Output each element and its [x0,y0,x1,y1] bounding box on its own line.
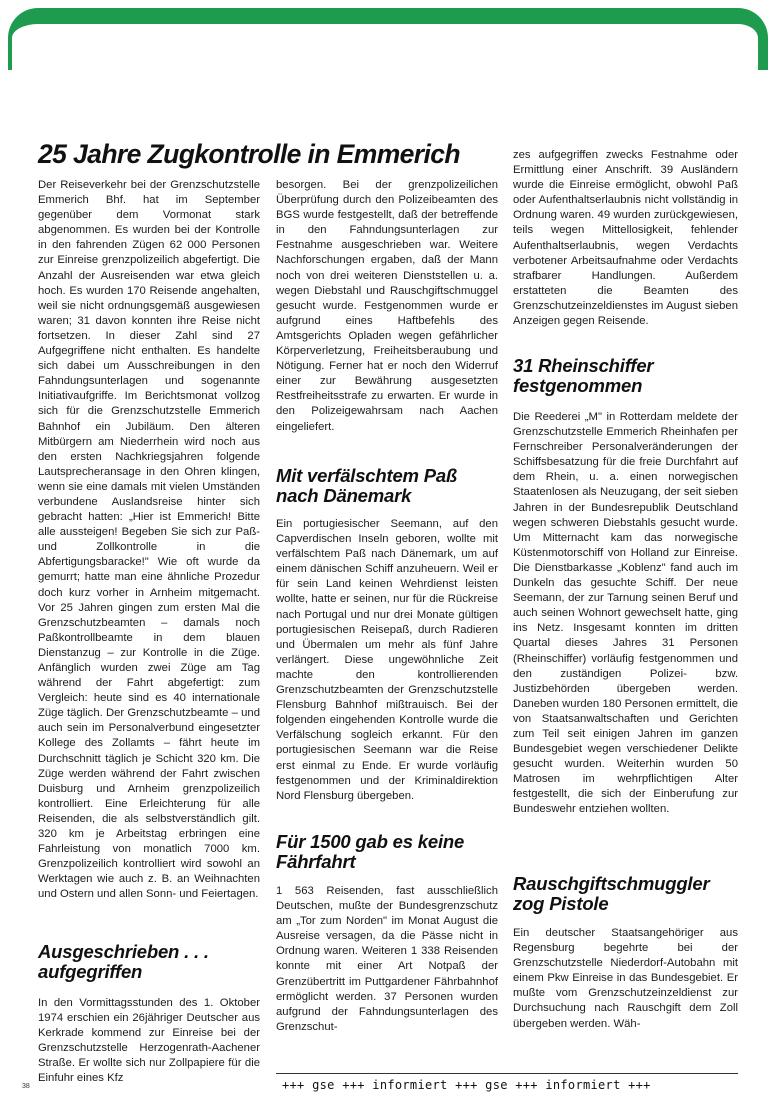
main-article-text-2: besorgen. Bei der grenzpolizeilichen Überprüfung durch den Polizeibeamten des BGS wurde festgestellt, daß der betreffende in den Fahndungsunterlagen zur Festnahme ausgeschrieben war. Weitere Nachforschungen ergaben, daß der Mann noch von drei weiteren Dienststellen u. a. wegen Diebstahl und Rauschgiftschmuggel gesucht wurde. Festgenommen wurde er aufgrund eines Haftbefehls des Amtsgerichts Opladen wegen gefährlicher Körperverletzung, Freiheitsberaubung und Nötigung. Ferner hat er noch den Widerruf einer zur Bewährung ausgesetzten Restfreiheitsstrafe zu erwarten. Er wurde in den Polizeigewahrsam nach Aachen eingeliefert. [276,179,498,433]
article-column-2 [276,178,498,435]
article-column-3 [513,148,738,329]
continued-article-text: zes aufgegriffen zwecks Festnahme oder Ermittlung einer Anschrift. 39 Ausländern wurde die Einreise ermöglicht, obwohl Paß oder Aufenthaltserlaubnis nicht vollständig in Ordnung waren. 49 wurden zurückgewiesen, teils wegen Mittellosigkeit, fehlender Aufenthaltserlaubnis, wegen Verdachts verbotener Arbeitsaufnahme oder Verdachts strafbarer Handlungen. Außerdem erstatteten die Beamten des Grenzschutzeinzeldienstes im August sieben Anzeigen gegen Reisende. [513,149,738,328]
section-text-faehre: 1 563 Reisenden, fast ausschließlich Deutschen, mußte der Bundesgrenzschutz am „Tor zum Norden" im Monat August die Ausreise versagen, da die Pässe nicht in Ordnung waren. Weiteren 1 338 Reisenden konnte mit einer Art Notpaß der Grenzübertritt im Puttgardener Fährbahnhof ermöglicht werden. 37 Personen wurden aufgrund der Fahndungsunterlagen des Grenzschut- [276,885,498,1033]
main-article-text-1: Der Reiseverkehr bei der Grenzschutzstelle Emmerich Bhf. hat im September gegenüber dem Vormonat stark abgenommen. Es wurden bei der Kontrolle in den fahrenden Zügen 62 000 Personen zur Einreise grenzpolizeilich abgefertigt. Die Anzahl der Ausreisenden war etwa gleich hoch. Es wurden 170 Reisende angehalten, weil sie nicht ordnungsgemäß ausgewiesen waren; 31 davon konnten ihre Reise nicht fortsetzen. In dieser Zahl sind 27 Aufgegriffene nicht enthalten. Es handelte sich dabei um Ausschreibungen in den Fahndungsunterlagen und sogenannte Initiativaufgriffe. Im Berichtsmonat vollzog sich für die Grenzschutzstelle Emmerich Bahnhof ein Jubiläum. Den älteren Mitbürgern am Niederrhein wird noch aus den ersten Nachkriegsjahren folgende Lautsprecheransage in den Ohren klingen, wenn sie eine damals mit vielen Umständen verbundene Auslandsreise hinter sich gebracht hatten: „Hier ist Emmerich! Bitte alle aussteigen! Begeben Sie sich zur Paß- und Zollkontrolle in die Abfertigungsbaracke!" Wie oft wurde da gemurrt; hatte man eine ähnliche Prozedur doch kurz vorher in Arnheim mitgemacht. Vor 25 Jahren gingen zum ersten Mal die Grenzschutzbeamten – damals noch Paßkontrollbeamte in dem blauen Dienstanzug – zur Kontrolle in die Züge. Anfänglich wurden zwei Züge am Tag während der Fahrt abgefertigt: zum Vergleich: heute sind es 40 internationale Züge täglich. Der Grenzschutzbeamte – und auch sein im Personalverbund eingesetzter Kollege des Zollamts – fährt heute im Durchschnitt täglich je Schicht 320 km. Die Züge werden während der Fahrt zwischen Duisburg und Arnheim grenzpolizeilich kontrolliert. Eine Erleichterung für alle Reisenden, die als selbstverständlich gilt. 320 km je Arbeitstag erbringen eine Fahrleistung von monatlich 7000 km. Grenzpolizeilich kontrolliert wird sowohl an Werktagen wie auch z. B. an Weihnachten und Ostern und allen Sonn- und Feiertagen. [38,179,260,901]
section-text-rheinschiffer: Die Reederei „M" in Rotterdam meldete der Grenzschutzstelle Emmerich Rheinhafen per Fernschreiber Personalveränderungen der Schiffsbesatzung für die freie Durchfahrt auf dem Rhein, u. a. einen norwegischen Staatenlosen als Neuzugang, der seit sieben Jahren in der Bundesrepublik Deutschland wegen schweren Diebstahls gesucht wurde. Um Mitternacht kam das norwegische Küstenmotorschiff von Holland zur Einreise. Die Dienstbarkasse „Koblenz" fand auch im Dunkeln das gesuchte Schiff. Der neue Seemann, der zur Tarnung seinen Beruf und auch seinen Wohnort gewechselt hatte, ging ins Netz. Insgesamt konnten im dritten Quartal dieses Jahres 31 Personen (Rheinschiffer) vorläufig festgenommen und den zuständigen Polizei- bzw. Justizbehörden übergeben werden. Daneben wurden 180 Personen ermittelt, die von Staatsanwaltschaften und Gerichten zum Teil seit einigen Jahren im ganzen Bundesgebiet wegen verschiedener Delikte gesucht wurden. Weiterhin wurden 50 Matrosen im wehrpflichtigen Alter festgestellt, die sich der Einberufung zur Bundeswehr entziehen wollten. [513,411,738,816]
section-heading-rauschgift: Rauschgiftschmuggler zog Pistole [513,873,710,914]
section-text-rauschgift: Ein deutscher Staatsangehöriger aus Regensburg begehrte bei der Grenzschutzstelle Niederdorf-Autobahn mit einem Pkw Einreise in das Bundesgebiet. Er mußte vom Grenzschutzeinzeldienst zur Durchsuchung nach Rauschgift dem Zoll übergeben werden. Wäh- [513,927,738,1030]
footer-divider [276,1073,738,1074]
page-headline: 25 Jahre Zugkontrolle in Emmerich [38,139,460,169]
section-heading-passfaelschung: Mit verfälschtem Paß nach Dänemark [276,465,458,506]
section-heading-ausgeschrieben: Ausgeschrieben . . . aufgegriffen [38,941,209,982]
header-green-band [8,8,768,70]
article-column-1 [38,178,260,903]
section-heading-faehre: Für 1500 gab es keine Fährfahrt [276,831,465,872]
section-heading-rheinschiffer: 31 Rheinschiffer festgenommen [513,355,654,396]
footer-banner: +++ gse +++ informiert +++ gse +++ informiert +++ [282,1078,651,1092]
section-text-passfaelschung: Ein portugiesischer Seemann, auf den Capverdischen Inseln geboren, wollte mit verfälschtem Paß nach Dänemark, um auf einem dänischen Schiff anzuheuern. Weil er für sein Land keinen Wehrdienst leisten wollte, hatte er seinen, nur für die Rückreise nach Portugal und nur drei Monate gültigen portugiesischen Reisepaß, durch Radieren und Übermalen um mehr als fünf Jahre verlängert. Diese ungewöhnliche Zeit machte den kontrollierenden Grenzschutzbeamten der Grenzschutzstelle Flensburg Bahnhof mißtrauisch. Bei der folgenden eingehenden Kontrolle wurde die Verfälschung sogleich erkannt. Für den portugiesischen Seemann war die Reise erst einmal zu Ende. Er wurde vorläufig festgenommen und der Kriminaldirektion Nord Flensburg übergeben. [276,518,498,802]
section-text-ausgeschrieben: In den Vormittagsstunden des 1. Oktober 1974 erschien ein 26jähriger Deutscher aus Kerkrade kommend zur Einreise bei der Grenzschutzstelle Herzogenrath-Aachener Straße. Er wollte sich nur Zollpapiere für die Einfuhr eines Kfz [38,997,260,1085]
page-number: 38 [22,1083,30,1090]
